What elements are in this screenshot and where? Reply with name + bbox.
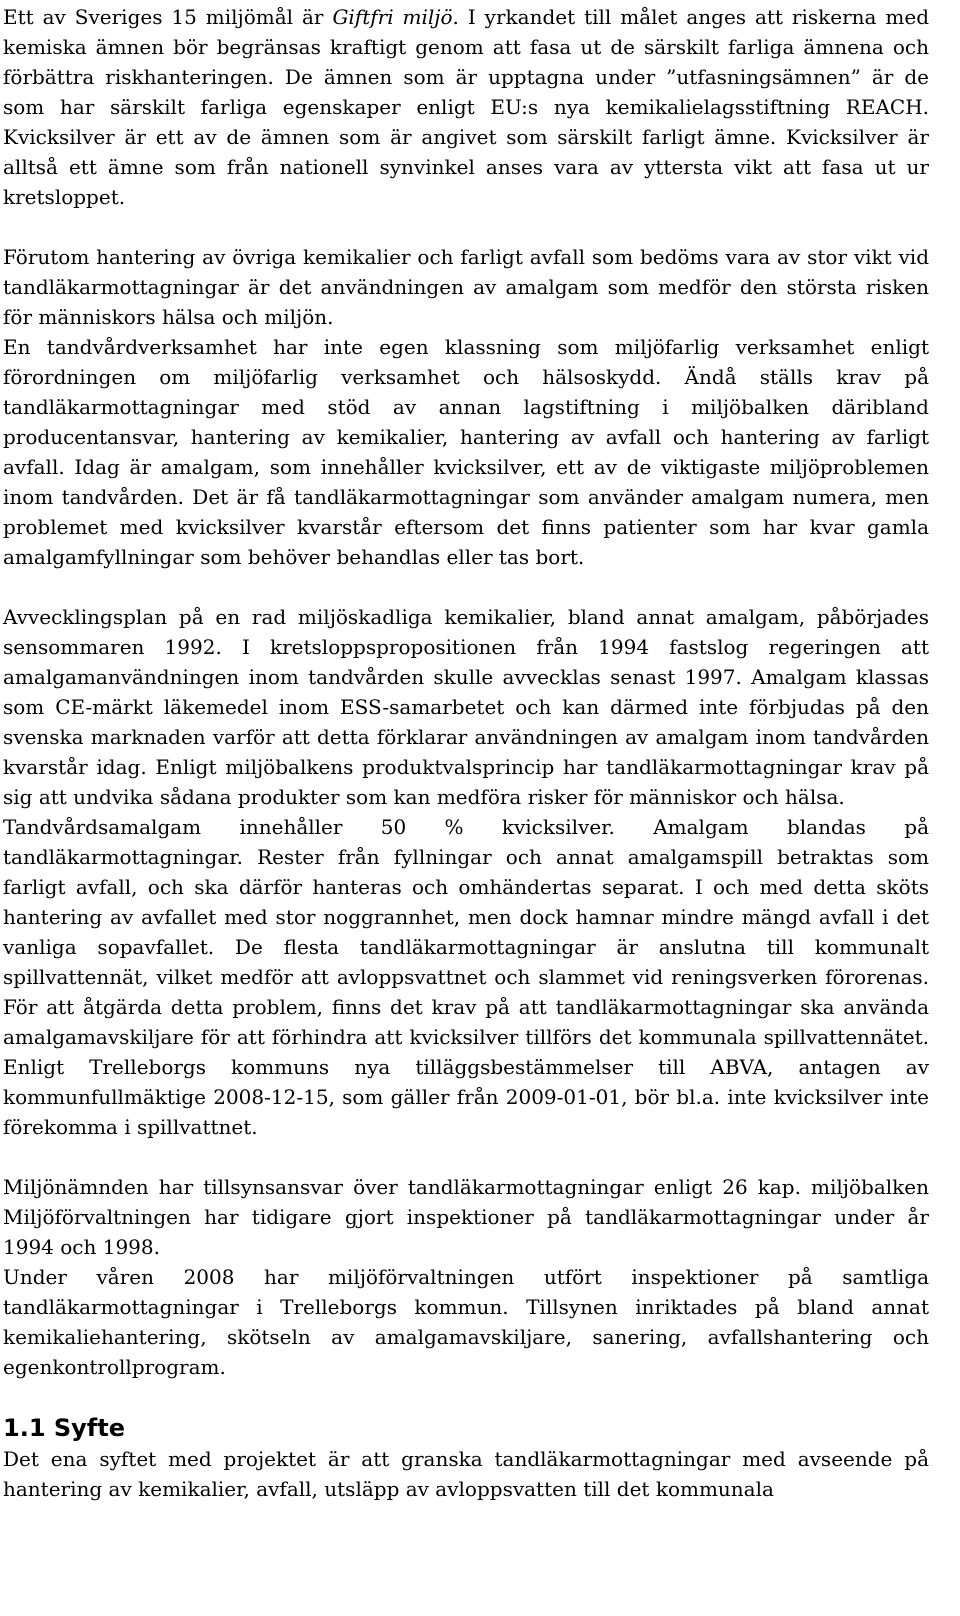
paragraph-gap — [3, 572, 929, 602]
paragraph-dental-regulation: En tandvårdverksamhet har inte egen klassning som miljöfarlig verksamhet enligt förordningen om miljöfarlig verksamhet och hälsoskydd. Ändå ställs krav på tandläkarmottagningar med stöd av annan lagstiftning i miljöbalken däribland producentansvar, hantering av kemikalier, hantering av avfall och hantering av farligt avfall. Idag är amalgam, som innehåller kvicksilver, ett av de viktigaste miljöproblemen inom tandvården. Det är få tandläkarmottagningar som använder amalgam numera, men problemet med kvicksilver kvarstår eftersom det finns patienter som har kvar gamla amalgamfyllningar som behöver behandlas eller tas bort. — [3, 335, 929, 569]
paragraph-supervision: Miljönämnden har tillsynsansvar över tandläkarmottagningar enligt 26 kap. miljöbalken Miljöförvaltningen har tidigare gjort inspektioner på tandläkarmottagningar under år 1994 och 1998. — [3, 1175, 929, 1259]
paragraph-gap — [3, 1382, 929, 1412]
paragraph-amalgam-risk: Förutom hantering av övriga kemikalier och farligt avfall som bedöms vara av stor vikt vid tandläkarmottagningar är det användningen av amalgam som medför den största risken för människors hälsa och miljön. — [3, 245, 929, 329]
section-heading: 1.1 Syfte — [3, 1414, 125, 1442]
paragraph-intro — [3, 2, 929, 212]
paragraph-amalgam-waste: Tandvårdsamalgam innehåller 50 % kvicksilver. Amalgam blandas på tandläkarmottagningar. Rester från fyllningar och annat amalgamspill betraktas som farligt avfall, och ska därför hanteras och omhändertas separat. I och med detta sköts hantering av avfallet med stor noggrannhet, men dock hamnar mindre mängd avfall i det vanliga sopavfallet. De flesta tandläkarmottagningar är anslutna till kommunalt spillvattennät, vilket medför att avloppsvattnet och slammet vid reningsverken förorenas. För att åtgärda detta problem, finns det krav på att tandläkarmottagningar ska använda amalgamavskiljare för att förhindra att kvicksilver tillförs det kommunala spillvattennätet. Enligt Trelleborgs kommuns nya tilläggsbestämmelser till ABVA, antagen av kommunfullmäktige 2008-12-15, som gäller från 2009-01-01, bör bl.a. inte kvicksilver inte förekomma i spillvattnet. — [3, 815, 929, 1139]
paragraph-purpose: Det ena syftet med projektet är att granska tandläkarmottagningar med avseende på hantering av kemikalier, avfall, utsläpp av avloppsvatten till det kommunala — [3, 1447, 929, 1501]
goal-name: Giftfri miljö — [332, 5, 453, 29]
intro-text-rest: . I yrkandet till målet anges att riskerna med kemiska ämnen bör begränsas kraftigt genom att fasa ut de särskilt farliga ämnena och förbättra riskhanteringen. De ämnen som är upptagna under ”utfasningsämnen” är de som har särskilt farliga egenskaper enligt EU:s nya kemikalielagsstiftning REACH. Kvicksilver är ett av de ämnen som är angivet som särskilt farligt ämne. Kvicksilver är alltså ett ämne som från nationell synvinkel anses vara av yttersta vikt att fasa ut ur kretsloppet. — [3, 5, 929, 209]
intro-text-start: Ett av Sveriges 15 miljömål är — [3, 5, 333, 29]
paragraph-inspections-2008: Under våren 2008 har miljöförvaltningen utfört inspektioner på samtliga tandläkarmottagningar i Trelleborgs kommun. Tillsynen inriktades på bland annat kemikaliehantering, skötseln av amalgamavskiljare, sanering, avfallshantering och egenkontrollprogram. — [3, 1265, 929, 1379]
paragraph-gap — [3, 212, 929, 242]
paragraph-phaseout-plan: Avvecklingsplan på en rad miljöskadliga kemikalier, bland annat amalgam, påbörjades sensommaren 1992. I kretsloppspropositionen från 1994 fastslog regeringen att amalgamanvändningen inom tandvården skulle avvecklas senast 1997. Amalgam klassas som CE-märkt läkemedel inom ESS-samarbetet och kan därmed inte förbjudas på den svenska marknaden varför att detta förklarar användningen av amalgam inom tandvården kvarstår idag. Enligt miljöbalkens produktvalsprincip har tandläkarmottagningar krav på sig att undvika sådana produkter som kan medföra risker för människor och hälsa. — [3, 605, 929, 809]
paragraph-gap — [3, 1142, 929, 1172]
